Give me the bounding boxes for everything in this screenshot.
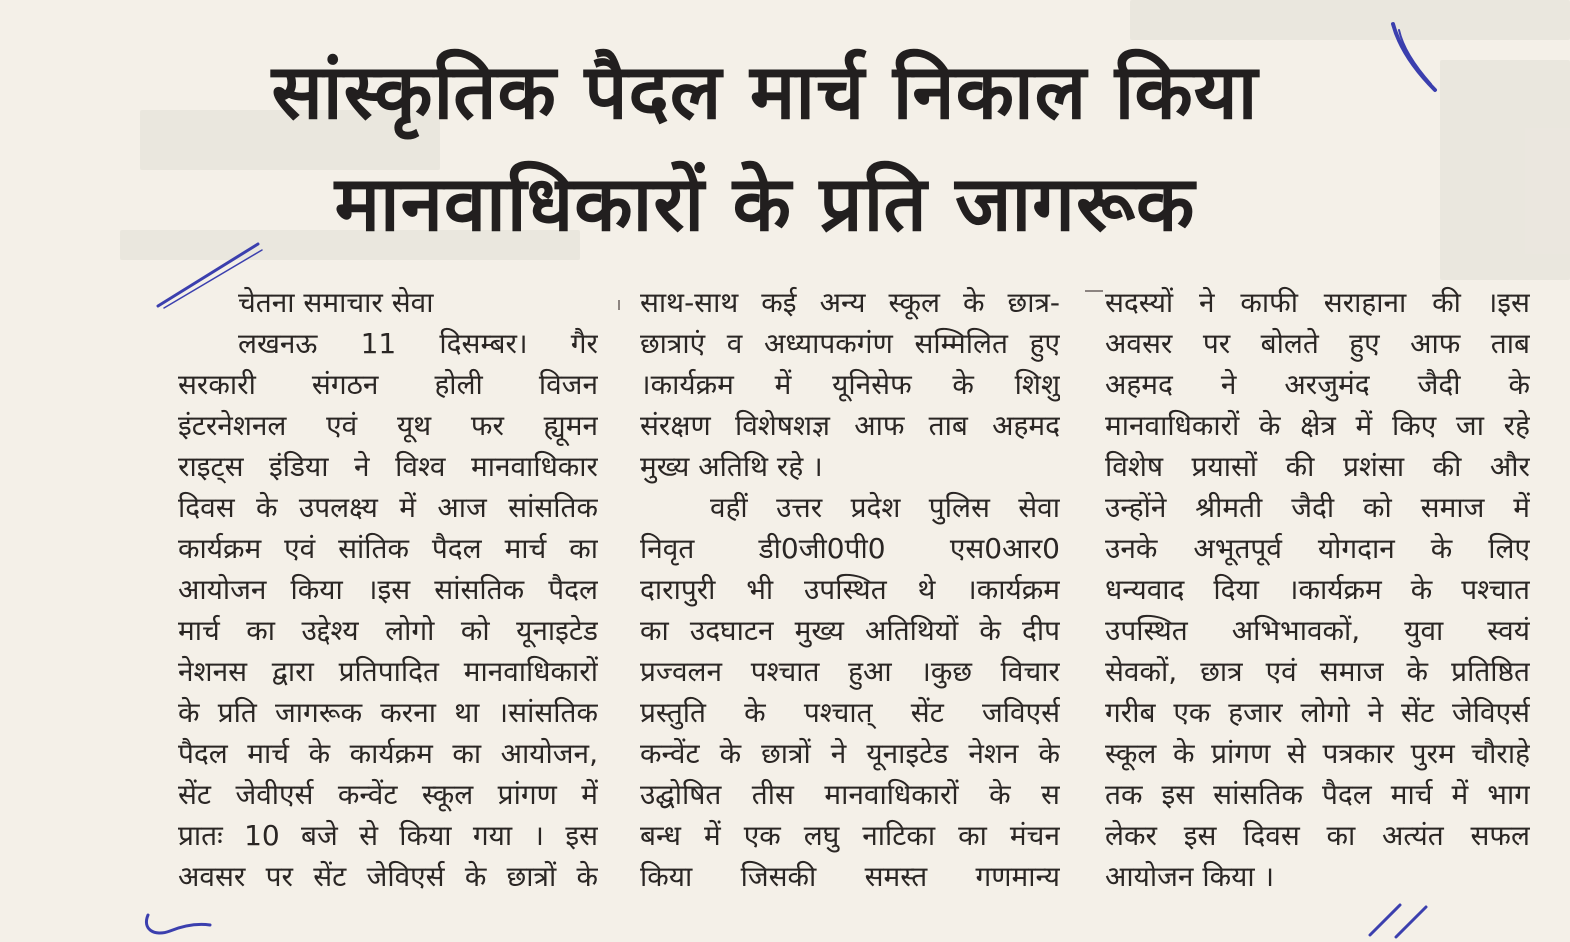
text-line: तक इस सांसतिक पैदल मार्च में भाग xyxy=(1105,778,1530,811)
text-line: राइट्स इंडिया ने विश्व मानवाधिकार xyxy=(178,450,598,483)
text-line: सदस्यों ने काफी सराहाना की ।इस xyxy=(1105,286,1530,319)
text-line: सेंट जेवीएर्स कन्वेंट स्कूल प्रांगण में xyxy=(178,778,598,811)
text-line: किया जिसकी समस्त गणमान्य xyxy=(640,860,1060,893)
text-line: प्रातः 10 बजे से किया गया । इस xyxy=(178,819,598,852)
text-line: बन्ध में एक लघु नाटिका का मंचन xyxy=(640,819,1060,852)
text-line: सरकारी संगठन होली विजन xyxy=(178,368,598,401)
text-line: पैदल मार्च के कार्यक्रम का आयोजन, xyxy=(178,737,598,770)
text-line: धन्यवाद दिया ।कार्यक्रम के पश्चात xyxy=(1105,573,1530,606)
text-line: अहमद ने अरजुमंद जैदी के xyxy=(1105,368,1530,401)
text-line: प्रज्वलन पश्चात हुआ ।कुछ विचार xyxy=(640,655,1060,688)
text-line: निवृत डी0जी0पी0 एस0आर0 xyxy=(640,532,1060,565)
text-line: अवसर पर सेंट जेविएर्स के छात्रों के xyxy=(178,860,598,893)
text-line: उद्घोषित तीस मानवाधिकारों के स xyxy=(640,778,1060,811)
text-line: के प्रति जागरूक करना था ।सांसतिक xyxy=(178,696,598,729)
column-divider xyxy=(618,300,620,310)
text-line: उन्होंने श्रीमती जैदी को समाज में xyxy=(1105,491,1530,524)
text-line: वहीं उत्तर प्रदेश पुलिस सेवा xyxy=(710,491,1060,524)
text-line: नेशनस द्वारा प्रतिपादित मानवाधिकारों xyxy=(178,655,598,688)
text-line: छात्राएं व अध्यापकगंण सम्मिलित हुए xyxy=(640,327,1060,360)
text-line: आयोजन किया ।इस सांसतिक पैदल xyxy=(178,573,598,606)
text-line: साथ-साथ कई अन्य स्कूल के छात्र- xyxy=(640,286,1060,319)
headline-line-1: सांस्कृतिक पैदल मार्च निकाल किया xyxy=(271,47,1259,136)
text-line: ।कार्यक्रम में यूनिसेफ के शिशु xyxy=(640,368,1060,401)
text-line: लखनऊ 11 दिसम्बर। गैर xyxy=(238,327,598,360)
text-line: सेवकों, छात्र एवं समाज के प्रतिष्ठित xyxy=(1105,655,1530,688)
text-line: अवसर पर बोलते हुए आफ ताब xyxy=(1105,327,1530,360)
text-line: उपस्थित अभिभावकों, युवा स्वयं xyxy=(1105,614,1530,647)
article-column-1 xyxy=(178,282,598,897)
bleed-through xyxy=(1130,0,1570,40)
text-line: इंटरनेशनल एवं यूथ फर ह्यूमन xyxy=(178,409,598,442)
text-line: आयोजन किया । xyxy=(1105,860,1275,893)
text-line: कन्वेंट के छात्रों ने यूनाइटेड नेशन के xyxy=(640,737,1060,770)
text-line: लेकर इस दिवस का अत्यंत सफल xyxy=(1105,819,1530,852)
pen-mark-left-icon xyxy=(150,236,270,316)
article-column-2 xyxy=(640,282,1060,897)
text-line: उनके अभूतपूर्व योगदान के लिए xyxy=(1105,532,1530,565)
pen-mark-bottom-left-icon xyxy=(140,905,220,942)
text-line: मुख्य अतिथि रहे । xyxy=(640,450,823,483)
text-line: स्कूल के प्रांगण से पत्रकार पुरम चौराहे xyxy=(1105,737,1530,770)
dateline: चेतना समाचार सेवा xyxy=(238,286,434,319)
column-divider xyxy=(1085,290,1103,292)
text-line: कार्यक्रम एवं सांतिक पैदल मार्च का xyxy=(178,532,598,565)
text-line: दारापुरी भी उपस्थित थे ।कार्यक्रम xyxy=(640,573,1060,606)
text-line: का उदघाटन मुख्य अतिथियों के दीप xyxy=(640,614,1060,647)
article-column-3 xyxy=(1105,282,1530,897)
pen-mark-top-right-icon xyxy=(1385,18,1445,98)
text-line: मार्च का उद्देश्य लोगो को यूनाइटेड xyxy=(178,614,598,647)
text-line: गरीब एक हजार लोगो ने सेंट जेविएर्स xyxy=(1105,696,1530,729)
text-line: मानवाधिकारों के क्षेत्र में किए जा रहे xyxy=(1105,409,1530,442)
headline-line-2: मानवाधिकारों के प्रति जागरूक xyxy=(334,159,1196,248)
pen-mark-bottom-right-icon xyxy=(1360,895,1440,942)
text-line: प्रस्तुति के पश्चात् सेंट जविएर्स xyxy=(640,696,1060,729)
text-line: संरक्षण विशेषशज्ञ आफ ताब अहमद xyxy=(640,409,1060,442)
text-line: दिवस के उपलक्ष्य में आज सांसतिक xyxy=(178,491,598,524)
text-line: विशेष प्रयासों की प्रशंसा की और xyxy=(1105,450,1530,483)
